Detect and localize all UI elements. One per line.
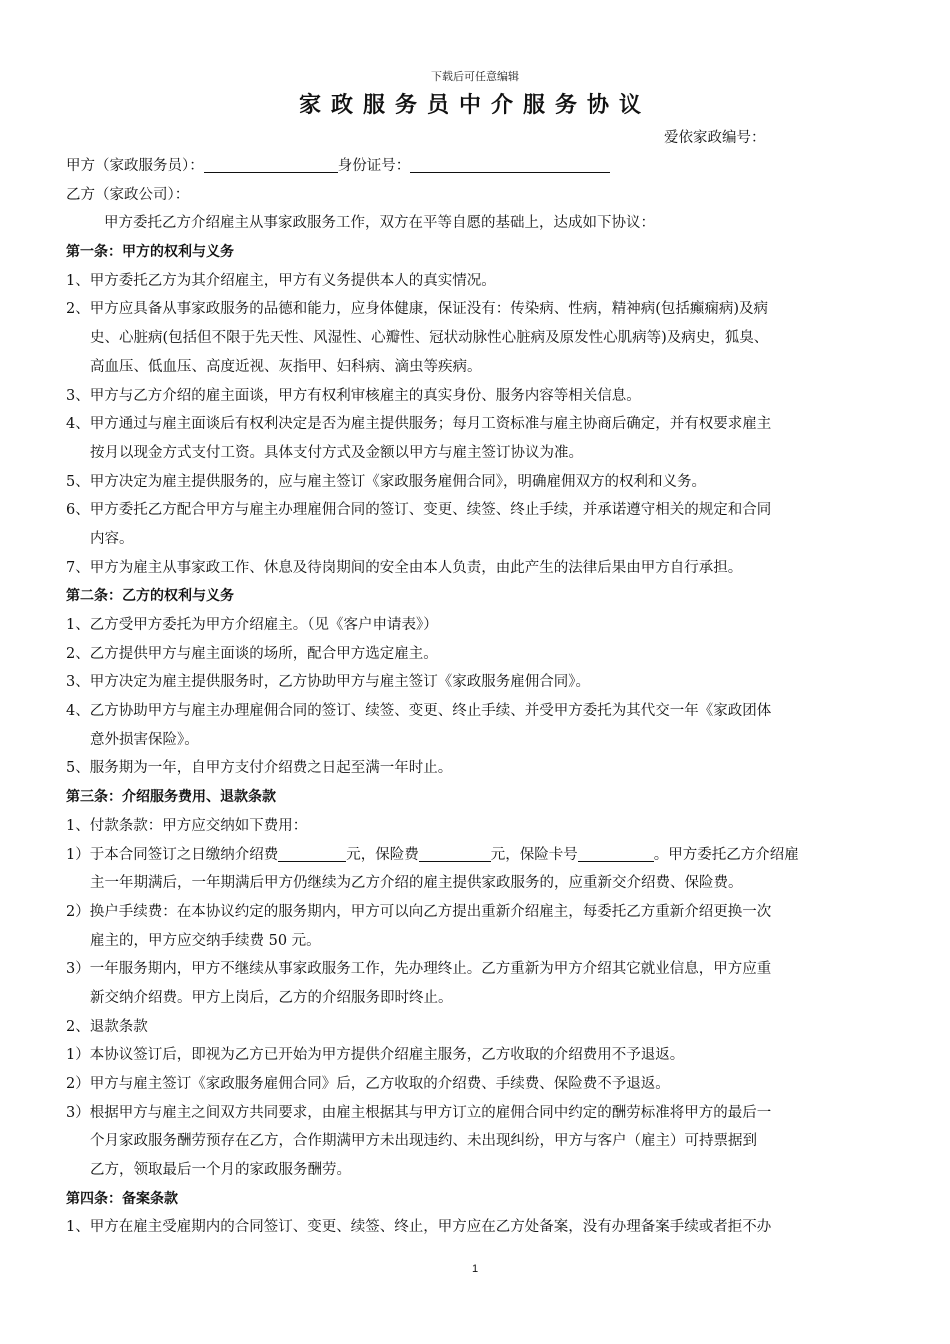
id-number-field[interactable]	[410, 157, 610, 173]
clause-text: 3）一年服务期内，甲方不继续从事家政服务工作，先办理终止。乙方重新为甲方介绍其它就业信息，甲方应重	[66, 961, 772, 978]
contract-body	[66, 152, 886, 1242]
fee-line	[66, 841, 886, 870]
clause-text: 1、甲方委托乙方为其介绍雇主，甲方有义务提供本人的真实情况。	[66, 272, 496, 289]
clause-text: 5、服务期为一年，自甲方支付介绍费之日起至满一年时止。	[66, 760, 453, 777]
clause-text: 3、甲方决定为雇主提供服务时，乙方协助甲方与雇主签订《家政服务雇佣合同》。	[66, 674, 590, 691]
clause-text: 3、甲方与乙方介绍的雇主面谈，甲方有权利审核雇主的真实身份、服务内容等相关信息。	[66, 387, 641, 404]
clause-text: 3）根据甲方与雇主之间双方共同要求，由雇主根据其与甲方订立的雇佣合同中约定的酬劳标准将甲方的最后一	[66, 1104, 772, 1121]
clause-text: 1、乙方受甲方委托为甲方介绍雇主。（见《客户申请表》）	[66, 617, 438, 633]
page-title: 家政服务员中介服务协议	[298, 92, 651, 118]
insurance-card-field[interactable]	[578, 846, 654, 862]
clause-text: 5、甲方决定为雇主提供服务的，应与雇主签订《家政服务雇佣合同》，明确雇佣双方的权利和义务。	[66, 473, 706, 490]
clause-text: 新交纳介绍费。甲方上岗后，乙方的介绍服务即时终止。	[90, 989, 453, 1006]
clause-text: 7、甲方为雇主从事家政工作、休息及待岗期间的安全由本人负责，由此产生的法律后果由甲方自行承担。	[66, 559, 743, 576]
clause-text: 2、退款条款	[66, 1018, 148, 1035]
id-number-label: 身份证号：	[337, 158, 411, 174]
section-1-heading: 第一条：甲方的权利与义务	[66, 244, 234, 261]
party-a-name-field[interactable]	[204, 157, 338, 173]
section-4-heading: 第四条：备案条款	[66, 1190, 178, 1207]
download-note: 下载后可任意编辑	[431, 70, 519, 83]
section-3-heading: 第三条：介绍服务费用、退款条款	[66, 789, 276, 806]
clause-text: 4、甲方通过与雇主面谈后有权利决定是否为雇主提供服务；每月工资标准与雇主协商后确定，并有权要求雇主	[66, 416, 772, 433]
party-a-label: 甲方（家政服务员）：	[66, 158, 204, 174]
clause-text: 意外损害保险》。	[90, 731, 199, 748]
clause-text: 4、乙方协助甲方与雇主办理雇佣合同的签订、续签、变更、终止手续、并受甲方委托为其代交一年《家政团体	[66, 703, 772, 720]
page-number: 1	[471, 1263, 479, 1275]
fee-text: 1）于本合同签订之日缴纳介绍费	[66, 846, 279, 863]
clause-text: 2）换户手续费：在本协议约定的服务期内，甲方可以向乙方提出重新介绍雇主，每委托乙方重新介绍更换一次	[66, 903, 772, 920]
party-a-line	[66, 152, 886, 181]
fee-text: 元，保险费	[346, 846, 419, 863]
clause-text: 高血压、低血压、高度近视、灰指甲、妇科病、滴虫等疾病。	[90, 358, 482, 375]
clause-text: 内容。	[90, 530, 134, 547]
insurance-fee-field[interactable]	[419, 846, 491, 862]
clause-text: 2、甲方应具备从事家政服务的品德和能力，应身体健康，保证没有：传染病、性病，精神病(包括癫痫病)及病	[66, 301, 769, 318]
clause-text: 1、甲方在雇主受雇期内的合同签订、变更、续签、终止，甲方应在乙方处备案，没有办理备案手续或者拒不办	[66, 1219, 772, 1236]
fee-text: 元，保险卡号	[490, 846, 578, 863]
section-2-heading: 第二条：乙方的权利与义务	[66, 588, 234, 605]
intro-paragraph: 甲方委托乙方介绍雇主从事家政服务工作，双方在平等自愿的基础上，达成如下协议：	[104, 215, 655, 232]
clause-text: 按月以现金方式支付工资。具体支付方式及金额以甲方与雇主签订协议为准。	[90, 444, 583, 461]
clause-text: 乙方，领取最后一个月的家政服务酬劳。	[90, 1162, 351, 1179]
clause-text: 个月家政服务酬劳预存在乙方，合作期满甲方未出现违约、未出现纠纷，甲方与客户（雇主）可持票据到	[90, 1133, 757, 1150]
intro-fee-field[interactable]	[278, 846, 346, 862]
clause-text: 雇主的，甲方应交纳手续费 50 元。	[90, 932, 321, 949]
clause-text: 6、甲方委托乙方配合甲方与雇主办理雇佣合同的签订、变更、续签、终止手续，并承诺遵守相关的规定和合同	[66, 502, 772, 519]
fee-text: 。甲方委托乙方介绍雇	[653, 846, 799, 863]
clause-text: 1、付款条款：甲方应交纳如下费用：	[66, 817, 308, 834]
party-b-line: 乙方（家政公司）：	[66, 186, 190, 203]
clause-text: 史、心脏病(包括但不限于先天性、风湿性、心瓣性、冠状动脉性心脏病及原发性心肌病等)及病史，狐臭、	[90, 330, 769, 347]
clause-text: 主一年期满后，一年期满后甲方仍继续为乙方介绍的雇主提供家政服务的，应重新交介绍费、保险费。	[90, 875, 743, 892]
clause-text: 2）甲方与雇主签订《家政服务雇佣合同》后，乙方收取的介绍费、手续费、保险费不予退返。	[66, 1076, 670, 1092]
clause-text: 2、乙方提供甲方与雇主面谈的场所，配合甲方选定雇主。	[66, 645, 438, 662]
agency-number-label: 爱依家政编号：	[664, 130, 766, 146]
clause-text: 1）本协议签订后，即视为乙方已开始为甲方提供介绍雇主服务，乙方收取的介绍费用不予退返。	[66, 1047, 685, 1064]
